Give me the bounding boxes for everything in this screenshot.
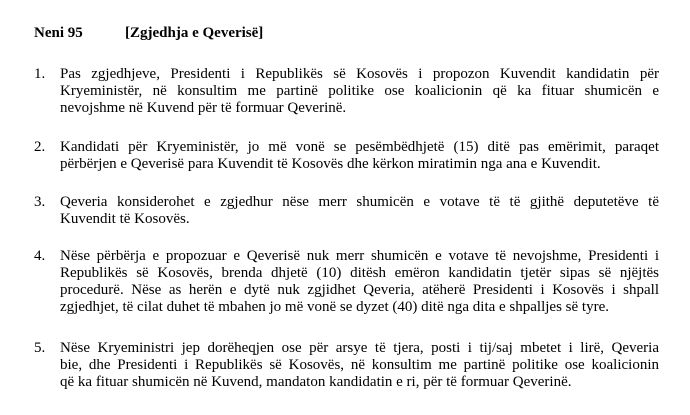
list-item-number: 1. bbox=[34, 66, 46, 82]
list-item-line: Kuvendit të Kosovës. bbox=[60, 211, 190, 227]
article-title: [Zgjedhja e Qeverisë] bbox=[125, 25, 264, 41]
list-item-line: Kandidati për Kryeministër, jo më vonë se pesëmbëdhjetë (15) ditë pas emërimit, paraqet bbox=[60, 139, 659, 155]
list-item-number: 5. bbox=[34, 340, 46, 356]
list-item-line: Qeveria konsiderohet e zgjedhur nëse merr shumicën e votave të të gjithë deputetëve të bbox=[60, 194, 659, 210]
article-number: Neni 95 bbox=[34, 25, 83, 41]
list-item-number: 4. bbox=[34, 248, 46, 264]
list-item bbox=[34, 139, 659, 173]
list-item-line: nevojshme në Kuvend për të formuar Qeverinë. bbox=[60, 100, 347, 116]
list-item bbox=[34, 340, 659, 391]
list-item-number: 2. bbox=[34, 139, 46, 155]
list-item-line: zgjedhjet, të cilat duhet të mbahen jo më vonë se dyzet (40) ditë nga dita e shpalljes së tyre. bbox=[60, 299, 609, 315]
list-item bbox=[34, 66, 659, 117]
list-item-line: Nëse përbërja e propozuar e Qeverisë nuk merr shumicën e votave të nevojshme, Presidenti i bbox=[60, 248, 659, 264]
list-item-line: Republikës së Kosovës, brenda dhjetë (10) ditësh emëron kandidatin tjetër sipas së njëjtës bbox=[60, 265, 659, 281]
list-item-line: Kryeministër, në konsultim me partinë politike ose koalicionin që ka fituar shumicën e bbox=[60, 83, 659, 99]
list-item-line: përbërjen e Qeverisë para Kuvendit të Kosovës dhe kërkon miratimin nga ana e Kuvendit. bbox=[60, 156, 601, 172]
list-item bbox=[34, 248, 659, 316]
list-item-line: procedurë. Nëse as herën e dytë nuk zgjidhet Qeveria, atëherë Presidenti i Kosovës i shpall bbox=[60, 282, 659, 298]
list-item-line: Pas zgjedhjeve, Presidenti i Republikës së Kosovës i propozon Kuvendit kandidatin për bbox=[60, 66, 659, 82]
list-item-line: Nëse Kryeministri jep dorëheqjen ose për arsye të tjera, posti i tij/saj mbetet i lirë, Qeveria bbox=[60, 340, 659, 356]
list-item-number: 3. bbox=[34, 194, 46, 210]
list-item-line: bie, dhe Presidenti i Republikës së Kosovës, në konsultim me partinë politike ose koalicionin bbox=[60, 357, 659, 373]
list-item bbox=[34, 194, 659, 228]
article-heading bbox=[34, 25, 263, 42]
list-item-line: që ka fituar shumicën në Kuvend, mandaton kandidatin e ri, për të formuar Qeverinë. bbox=[60, 374, 572, 390]
